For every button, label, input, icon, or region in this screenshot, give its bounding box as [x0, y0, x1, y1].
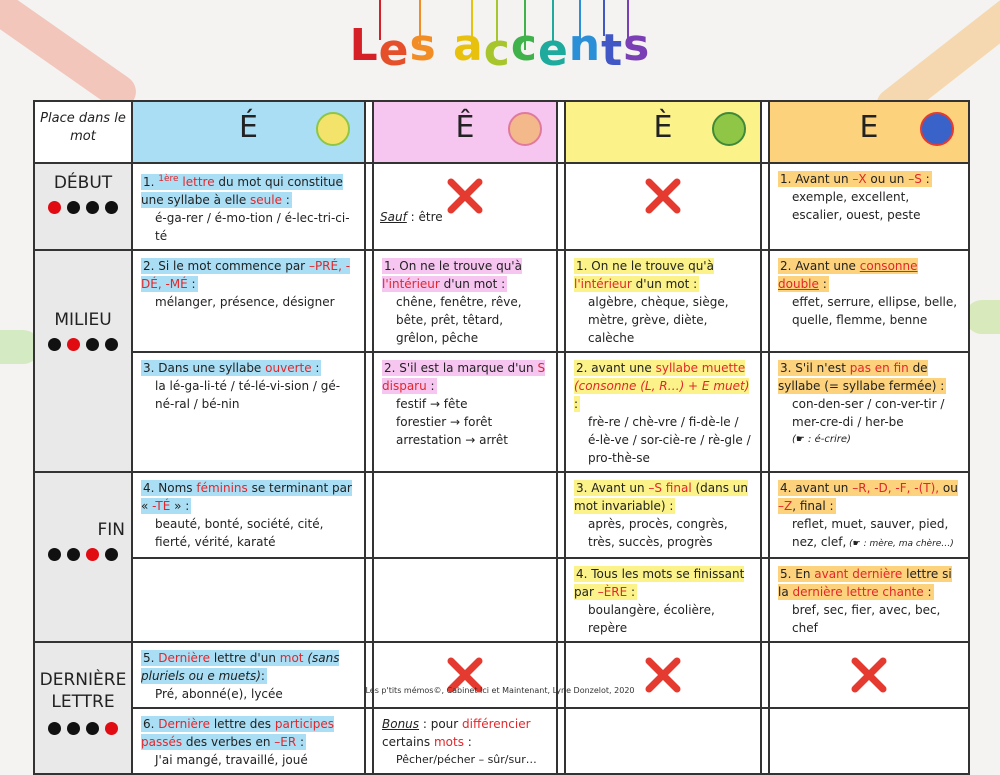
row-head-fin — [34, 472, 132, 642]
rule-text — [141, 650, 339, 684]
rule-start: 4. avant un — [780, 481, 853, 495]
rule-key: dernière lettre chante — [792, 585, 924, 599]
cell-fin1-e-grave — [565, 472, 761, 558]
rule-key: mots — [433, 735, 464, 749]
spacer — [365, 642, 373, 708]
spacer — [365, 558, 373, 642]
rule-text — [574, 566, 744, 600]
rule-key: l'intérieur — [382, 277, 440, 291]
title-letter: e — [378, 25, 410, 76]
row-head-derniere — [34, 642, 132, 774]
cell-milieu1-e-plain — [769, 250, 969, 352]
spacer — [365, 163, 373, 250]
rule-text — [778, 566, 952, 600]
rule-end: : — [296, 735, 305, 749]
dot — [86, 548, 99, 561]
cell-debut-e-acute — [132, 163, 365, 250]
spacer — [365, 352, 373, 472]
rule-mid: ou — [939, 481, 958, 495]
rule-start: 4. Tous les mots se finissant par — [574, 567, 745, 599]
dot — [48, 548, 61, 561]
rule-sup: 1ère — [158, 174, 179, 184]
sauf-text: : être — [406, 210, 443, 224]
title-letter — [437, 25, 453, 76]
pencil-decoration-right-stripe — [965, 300, 1000, 334]
rule-end: » : — [170, 499, 190, 513]
row-head-milieu — [34, 250, 132, 472]
spacer — [761, 352, 769, 472]
dot — [48, 338, 61, 351]
spacer — [365, 101, 373, 163]
dot — [48, 722, 61, 735]
title-letter: s — [409, 20, 437, 71]
spacer — [557, 163, 565, 250]
cell-fin2-e-grave — [565, 558, 761, 642]
spacer — [761, 101, 769, 163]
dot — [86, 338, 99, 351]
example-note: (☛ : é-crire) — [792, 434, 851, 445]
row-head-debut — [34, 163, 132, 250]
example-line: forestier → forêt — [396, 415, 493, 429]
rule-end: : — [281, 193, 290, 207]
example-text: exemple, excellent, escalier, ouest, peste — [792, 190, 921, 222]
rule-mid: du mot qui constitue une syllabe à elle — [141, 175, 343, 207]
header-place: Place dans le mot — [34, 101, 132, 163]
rule-key: mot — [279, 651, 304, 665]
spacer — [365, 250, 373, 352]
position-dots — [35, 200, 131, 218]
rule-start: 2. S'il est la marque d'un — [384, 361, 538, 375]
rule-text — [382, 258, 522, 292]
spacer — [557, 708, 565, 774]
rule-key: l'intérieur — [574, 277, 632, 291]
spacer — [761, 163, 769, 250]
rule-text — [574, 480, 748, 514]
rule-key: –PRÉ, -DÉ, -MÉ — [141, 259, 351, 291]
footer-credit: Les p'tits mémos©, Cabinet Ici et Maintenant, Lyne Donzelot, 2020 — [365, 686, 635, 695]
rule-start: 2. Avant une — [780, 259, 860, 273]
rule-key: Dernière — [158, 717, 210, 731]
rule-num: 1. — [143, 175, 159, 189]
rule-end: , final : — [792, 499, 834, 513]
e-circumflex-mascot-icon — [508, 112, 542, 146]
spacer — [761, 472, 769, 558]
rule-text — [141, 716, 334, 750]
rule-text — [574, 258, 714, 292]
rule-text — [382, 360, 545, 394]
rule-end: : — [574, 397, 579, 411]
title-wrap — [0, 20, 1000, 76]
rule-detail: (sans pluriels ou e muets) — [141, 651, 340, 683]
spacer — [557, 472, 565, 558]
rule-end: : — [426, 379, 435, 393]
header-e-grave — [565, 101, 761, 163]
rule-end: : — [311, 361, 320, 375]
e-plain-mascot-icon — [920, 112, 954, 146]
rule-mid: : pour — [419, 717, 463, 731]
example-text: J'ai mangé, travaillé, joué — [155, 753, 308, 767]
cross-icon — [643, 176, 683, 216]
rule-key: Dernière — [158, 651, 210, 665]
example-text: Pêcher/pécher – sûr/sur… — [396, 753, 537, 766]
cell-derniere1-e-circumflex — [373, 642, 557, 708]
rule-start: 5. — [143, 651, 159, 665]
example-note: (☛ : mère, ma chère…) — [846, 539, 954, 549]
example-text: é-ga-rer / é-mo-tion / é-lec-tri-ci-té — [155, 211, 350, 243]
rule-end: : — [818, 277, 827, 291]
header-e-acute — [132, 101, 365, 163]
dot — [67, 548, 80, 561]
rule-end: de syllabe (= syllabe fermée) : — [778, 361, 945, 393]
example-text — [778, 515, 960, 553]
example-text: beauté, bonté, société, cité, fierté, vérité, karaté — [155, 517, 324, 549]
rule-key: –ÈRE — [597, 585, 628, 599]
spacer — [365, 708, 373, 774]
cell-milieu2-e-acute — [132, 352, 365, 472]
position-dots — [35, 721, 131, 739]
rule-start: 3. Avant un — [576, 481, 649, 495]
rule-mid: certains — [382, 735, 434, 749]
page-title — [0, 20, 1000, 76]
example-text: bref, sec, fier, avec, bec, chef — [792, 603, 941, 635]
spacer — [557, 101, 565, 163]
rule-start: 6. — [143, 717, 159, 731]
rule-end: (dans un mot invariable) : — [574, 481, 749, 513]
header-e-grave-letter: È — [653, 110, 673, 145]
example-text: effet, serrure, ellipse, belle, quelle, flemme, benne — [792, 295, 958, 327]
dot — [67, 722, 80, 735]
rule-end: : — [627, 585, 636, 599]
example-text: algèbre, chèque, siège, mètre, grève, diète, calèche — [588, 295, 729, 345]
rule-mid: lettre des — [210, 717, 275, 731]
rule-start: 3. Dans une syllabe — [143, 361, 266, 375]
rule-key: seule — [250, 193, 282, 207]
rule-detail: (consonne (L, R…) + E muet) — [574, 379, 750, 393]
spacer — [557, 558, 565, 642]
rule-text — [141, 174, 343, 208]
rule-key: –X — [852, 172, 867, 186]
example-text: con-den-ser / con-ver-tir / mer-cre-di / her-be — [792, 397, 945, 429]
cell-milieu1-e-circumflex — [373, 250, 557, 352]
rule-end: : — [260, 669, 265, 683]
cell-debut-e-grave — [565, 163, 761, 250]
cell-fin1-e-acute — [132, 472, 365, 558]
rule-text — [778, 360, 946, 394]
example-text: mélanger, présence, désigner — [155, 295, 335, 309]
title-letter: e — [537, 25, 569, 76]
example-text: après, procès, congrès, très, succès, progrès — [588, 517, 728, 549]
cell-debut-e-plain — [769, 163, 969, 250]
cross-icon — [445, 176, 485, 216]
example-text: chêne, fenêtre, rêve, bête, prêt, têtard, grêlon, pêche — [396, 295, 522, 345]
rule-start: 1. On ne le trouve qu'à — [576, 259, 714, 273]
rule-end: d'un mot : — [439, 277, 506, 291]
cell-derniere2-e-circumflex — [373, 708, 557, 774]
rule-text — [778, 258, 918, 292]
rule-key: consonne double — [778, 259, 918, 291]
dot — [67, 338, 80, 351]
dot — [67, 201, 80, 214]
header-e-plain — [769, 101, 969, 163]
e-grave-mascot-icon — [712, 112, 746, 146]
rule-key: –Z — [778, 499, 793, 513]
header-e-plain-letter: E — [859, 110, 879, 145]
title-letter: s — [623, 20, 651, 71]
rule-end: : — [923, 585, 932, 599]
example-words: reflet, muet, sauver, pied, nez, clef, — [792, 517, 949, 549]
header-e-circumflex-letter: Ê — [455, 110, 475, 145]
rule-text — [141, 480, 352, 514]
rule-key: pas en fin — [849, 361, 909, 375]
rule-start: 4. Noms — [143, 481, 197, 495]
rule-mid: ou un — [866, 172, 909, 186]
title-letter: n — [568, 20, 602, 71]
example-text: boulangère, écolière, repère — [588, 603, 715, 635]
position-dots — [35, 337, 131, 355]
rule-text — [778, 480, 958, 514]
row-label-milieu: MILIEU — [54, 310, 112, 330]
row-label-debut: DÉBUT — [53, 173, 113, 193]
cell-debut-e-circumflex — [373, 163, 557, 250]
rule-mid: lettre d'un — [210, 651, 280, 665]
cell-derniere2-e-grave — [565, 708, 761, 774]
cell-derniere1-e-acute — [132, 642, 365, 708]
cell-fin2-e-acute — [132, 558, 365, 642]
dot — [86, 722, 99, 735]
example-text: frè-re / chè-vre / fi-dè-le / é-lè-ve / sor-ciè-re / rè-gle / pro-thè-se — [588, 415, 751, 465]
rule-text — [778, 171, 932, 187]
example-line: arrestation → arrêt — [396, 433, 508, 447]
example-text: la lé-ga-li-té / té-lé-vi-sion / gé-né-ral / bé-nin — [155, 379, 341, 411]
rule-mid: lettre si la — [778, 567, 952, 599]
spacer — [761, 558, 769, 642]
rule-text — [141, 360, 321, 376]
dot — [105, 548, 118, 561]
row-label-fin: FIN — [97, 520, 125, 540]
example-text: Pré, abonné(e), lycée — [155, 687, 283, 701]
cell-milieu1-e-grave — [565, 250, 761, 352]
rule-start: 2. Si le mot commence par — [143, 259, 309, 273]
rule-end: : — [463, 735, 472, 749]
rule-end: : — [187, 277, 196, 291]
header-e-acute-letter: É — [239, 110, 258, 145]
spacer — [365, 472, 373, 558]
e-acute-mascot-icon — [316, 112, 350, 146]
dot — [105, 722, 118, 735]
cell-fin1-e-plain — [769, 472, 969, 558]
rule-key: -TÉ — [152, 499, 171, 513]
dot — [48, 201, 61, 214]
title-letter: a — [453, 20, 484, 71]
cell-fin2-e-circumflex — [373, 558, 557, 642]
cell-milieu1-e-acute — [132, 250, 365, 352]
spacer — [557, 352, 565, 472]
rule-start: 3. S'il n'est — [780, 361, 850, 375]
rule-mid: se terminant par « — [141, 481, 352, 513]
rule-start: 1. Avant un — [780, 172, 853, 186]
cell-milieu2-e-grave — [565, 352, 761, 472]
rule-key: avant dernière — [814, 567, 903, 581]
rule-end: : — [921, 172, 930, 186]
rule-key: féminins — [196, 481, 248, 495]
rule-key: –R, -D, -F, -(T), — [852, 481, 940, 495]
rule-start: 2. avant une — [576, 361, 656, 375]
example-line: festif → fête — [396, 397, 468, 411]
position-dots — [35, 547, 131, 565]
rule-mid: des verbes en — [182, 735, 275, 749]
rule-start: 1. On ne le trouve qu'à — [384, 259, 522, 273]
rule-key: différencier — [462, 717, 531, 731]
spacer — [557, 642, 565, 708]
cell-derniere2-e-plain — [769, 708, 969, 774]
spacer — [557, 250, 565, 352]
title-letter: c — [483, 25, 511, 76]
rule-key: –S final — [648, 481, 692, 495]
dot — [86, 201, 99, 214]
sauf-label: Sauf — [380, 210, 407, 224]
rule-key: S disparu — [382, 361, 546, 393]
rule-key: syllabe muette — [655, 361, 746, 375]
cell-derniere1-e-plain — [769, 642, 969, 708]
rule-key: lettre — [178, 175, 215, 189]
rule-key: ouverte — [265, 361, 312, 375]
spacer — [761, 642, 769, 708]
dot — [105, 338, 118, 351]
spacer — [761, 708, 769, 774]
row-label-derniere: DERNIÈRE LETTRE — [39, 670, 127, 712]
cell-milieu2-e-plain — [769, 352, 969, 472]
cell-fin2-e-plain — [769, 558, 969, 642]
cell-derniere1-e-grave — [565, 642, 761, 708]
accents-table — [33, 100, 970, 775]
spacer — [761, 250, 769, 352]
bonus-label: Bonus — [382, 717, 420, 731]
rule-text — [574, 360, 749, 412]
cell-derniere2-e-acute — [132, 708, 365, 774]
header-e-circumflex — [373, 101, 557, 163]
rule-key: –ER — [274, 735, 297, 749]
rule-end: d'un mot : — [631, 277, 698, 291]
title-letter: t — [601, 25, 624, 76]
rule-key: –S — [908, 172, 922, 186]
rule-text — [141, 258, 350, 292]
title-letter: c — [510, 20, 538, 71]
dot — [105, 201, 118, 214]
title-letter: L — [349, 20, 379, 71]
rule-start: 5. En — [780, 567, 815, 581]
rule-key: participes passés — [141, 717, 335, 749]
cell-fin1-e-circumflex — [373, 472, 557, 558]
cell-milieu2-e-circumflex — [373, 352, 557, 472]
